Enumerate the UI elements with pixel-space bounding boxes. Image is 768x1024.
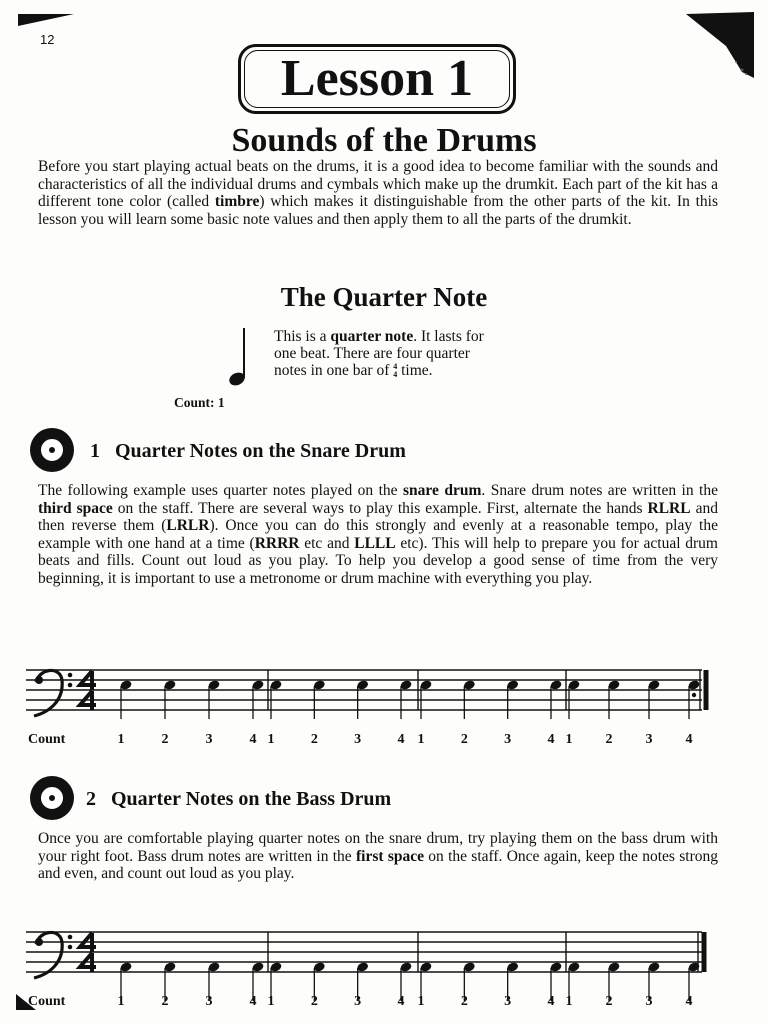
text-run: and then reverse them ( <box>38 499 718 535</box>
count-number: 3 <box>504 732 512 747</box>
count-number: 2 <box>310 994 318 1009</box>
count-number: 3 <box>645 732 653 747</box>
bold-term: snare drum <box>403 482 482 499</box>
cd-track-icon <box>30 776 74 820</box>
text-run: Before you start playing actual beats on the drums, it is a good idea to become familiar with the sounds and characteristics of all the individual drums and cymbals which make up the drumkit. Each part of the kit has a different tone color (called <box>38 158 718 211</box>
example-2-count-row <box>0 994 768 1014</box>
count-number: 3 <box>205 732 213 747</box>
count-number: 1 <box>417 732 425 747</box>
count-number: 1 <box>565 994 573 1009</box>
example-2-heading <box>86 788 391 811</box>
count-number: 1 <box>267 732 275 747</box>
count-number: 4 <box>685 732 693 747</box>
bold-term: RRRR <box>254 534 300 552</box>
page-corner-mark <box>18 14 74 26</box>
text-run: etc). This will help to prepare you for actual drum beats and fills. Count out loud as you play. To help you develop a good sense of time from the very beginning, it is important to use a metronome or drum machine with everything you play. <box>38 534 718 587</box>
count-number: 2 <box>460 994 468 1009</box>
quarter-note <box>567 679 580 719</box>
count-number: 2 <box>605 732 613 747</box>
example-2-title: Quarter Notes on the Bass Drum <box>111 788 392 810</box>
count-number: 4 <box>397 732 405 747</box>
bold-term: RLRL <box>647 499 691 517</box>
repeat-dot <box>692 693 696 697</box>
quarter-note <box>251 679 264 719</box>
bold-term: timbre <box>214 193 260 211</box>
quarter-note <box>399 679 412 719</box>
text-run: ) which makes it distinguishable from the other parts of the kit. In this lesson you will learn some basic note values and then apply them to all the parts of the drumkit. <box>38 193 719 228</box>
count-number: 2 <box>310 732 318 747</box>
count-number: 1 <box>417 994 425 1009</box>
count-number: 3 <box>504 994 512 1009</box>
quarter-note <box>687 679 700 719</box>
bold-term: quarter note <box>330 328 414 345</box>
example-1-count-label: Count <box>28 732 66 747</box>
quarter-note <box>647 679 660 719</box>
count-number: 3 <box>354 732 362 747</box>
quarter-note <box>463 679 476 719</box>
bold-term: third space <box>38 499 113 517</box>
text-run: . It lasts for one beat. There are four quarter notes in one bar of <box>274 328 484 379</box>
count-number: 4 <box>249 994 257 1009</box>
text-run: on the staff. Once again, keep the notes strong and even, and count out loud as you play. <box>38 847 718 883</box>
quarter-note <box>506 679 519 719</box>
bold-term: LRLR <box>166 517 210 535</box>
count-number: 4 <box>397 994 405 1009</box>
bold-term: LLLL <box>354 534 396 552</box>
count-number: 2 <box>161 994 169 1009</box>
quarter-note <box>419 679 432 719</box>
lesson-title-box <box>238 44 516 114</box>
quarter-note <box>163 679 176 719</box>
example-2-staff <box>26 924 716 1004</box>
quarter-note-count-label: Count: 1 <box>174 395 225 410</box>
count-number: 4 <box>249 732 257 747</box>
quarter-note <box>207 679 220 719</box>
bass-clef <box>34 670 72 716</box>
intro-paragraph <box>38 158 718 228</box>
count-number: 4 <box>685 994 693 1009</box>
count-number: 3 <box>354 994 362 1009</box>
count-number: 2 <box>161 732 169 747</box>
text-run: Once you are comfortable playing quarter notes on the snare drum, try playing them on the bass drum with your right foot. Bass drum notes are written in the <box>38 830 718 865</box>
count-number: 4 <box>547 994 555 1009</box>
example-2-count-label: Count <box>28 994 66 1009</box>
text-run: on the staff. There are several ways to play this example. First, alternate the hands <box>112 499 648 517</box>
text-run: etc and <box>299 534 355 552</box>
text-run: ). Once you can do this strongly and evenly at a reasonable tempo, play the example with one hand at a time ( <box>38 517 718 552</box>
count-number: 1 <box>267 994 275 1009</box>
quarter-note <box>549 679 562 719</box>
count-number: 3 <box>645 994 653 1009</box>
text-run: time. <box>397 362 433 379</box>
lesson-title: Lesson 1 <box>280 50 474 107</box>
example-2-paragraph <box>38 830 718 883</box>
example-1-number: 1 <box>90 440 100 462</box>
example-1-count-row <box>0 732 768 752</box>
quarter-note-icon <box>226 326 250 390</box>
bass-clef <box>34 932 72 978</box>
bold-term: first space <box>355 847 424 865</box>
count-number: 3 <box>205 994 213 1009</box>
count-number: 4 <box>547 732 555 747</box>
quarter-note <box>313 679 326 719</box>
count-number: 1 <box>117 994 125 1009</box>
count-number: 2 <box>460 732 468 747</box>
page-number: 12 <box>40 32 55 47</box>
page-corner-shadow <box>682 12 754 78</box>
text-run: The following example uses quarter notes played on the <box>38 482 404 499</box>
quarter-note <box>269 679 282 719</box>
count-number: 1 <box>117 732 125 747</box>
example-1-title: Quarter Notes on the Snare Drum <box>115 440 406 462</box>
cd-track-icon <box>30 428 74 472</box>
example-1-paragraph <box>38 482 718 588</box>
section-title: Sounds of the Drums <box>231 122 537 159</box>
quarter-note <box>356 679 369 719</box>
example-1-staff <box>26 662 716 742</box>
quarter-note <box>119 679 132 719</box>
count-number: 2 <box>605 994 613 1009</box>
time-signature-inline: 4 4 <box>393 362 398 380</box>
quarter-note-description <box>274 328 494 379</box>
example-2-number: 2 <box>86 788 96 810</box>
count-number: 1 <box>565 732 573 747</box>
text-run: This is a <box>274 328 331 345</box>
example-1-heading <box>90 440 406 463</box>
quarter-note-heading: The Quarter Note <box>280 282 488 312</box>
text-run: . Snare drum notes are written in the <box>481 482 718 499</box>
quarter-note <box>607 679 620 719</box>
